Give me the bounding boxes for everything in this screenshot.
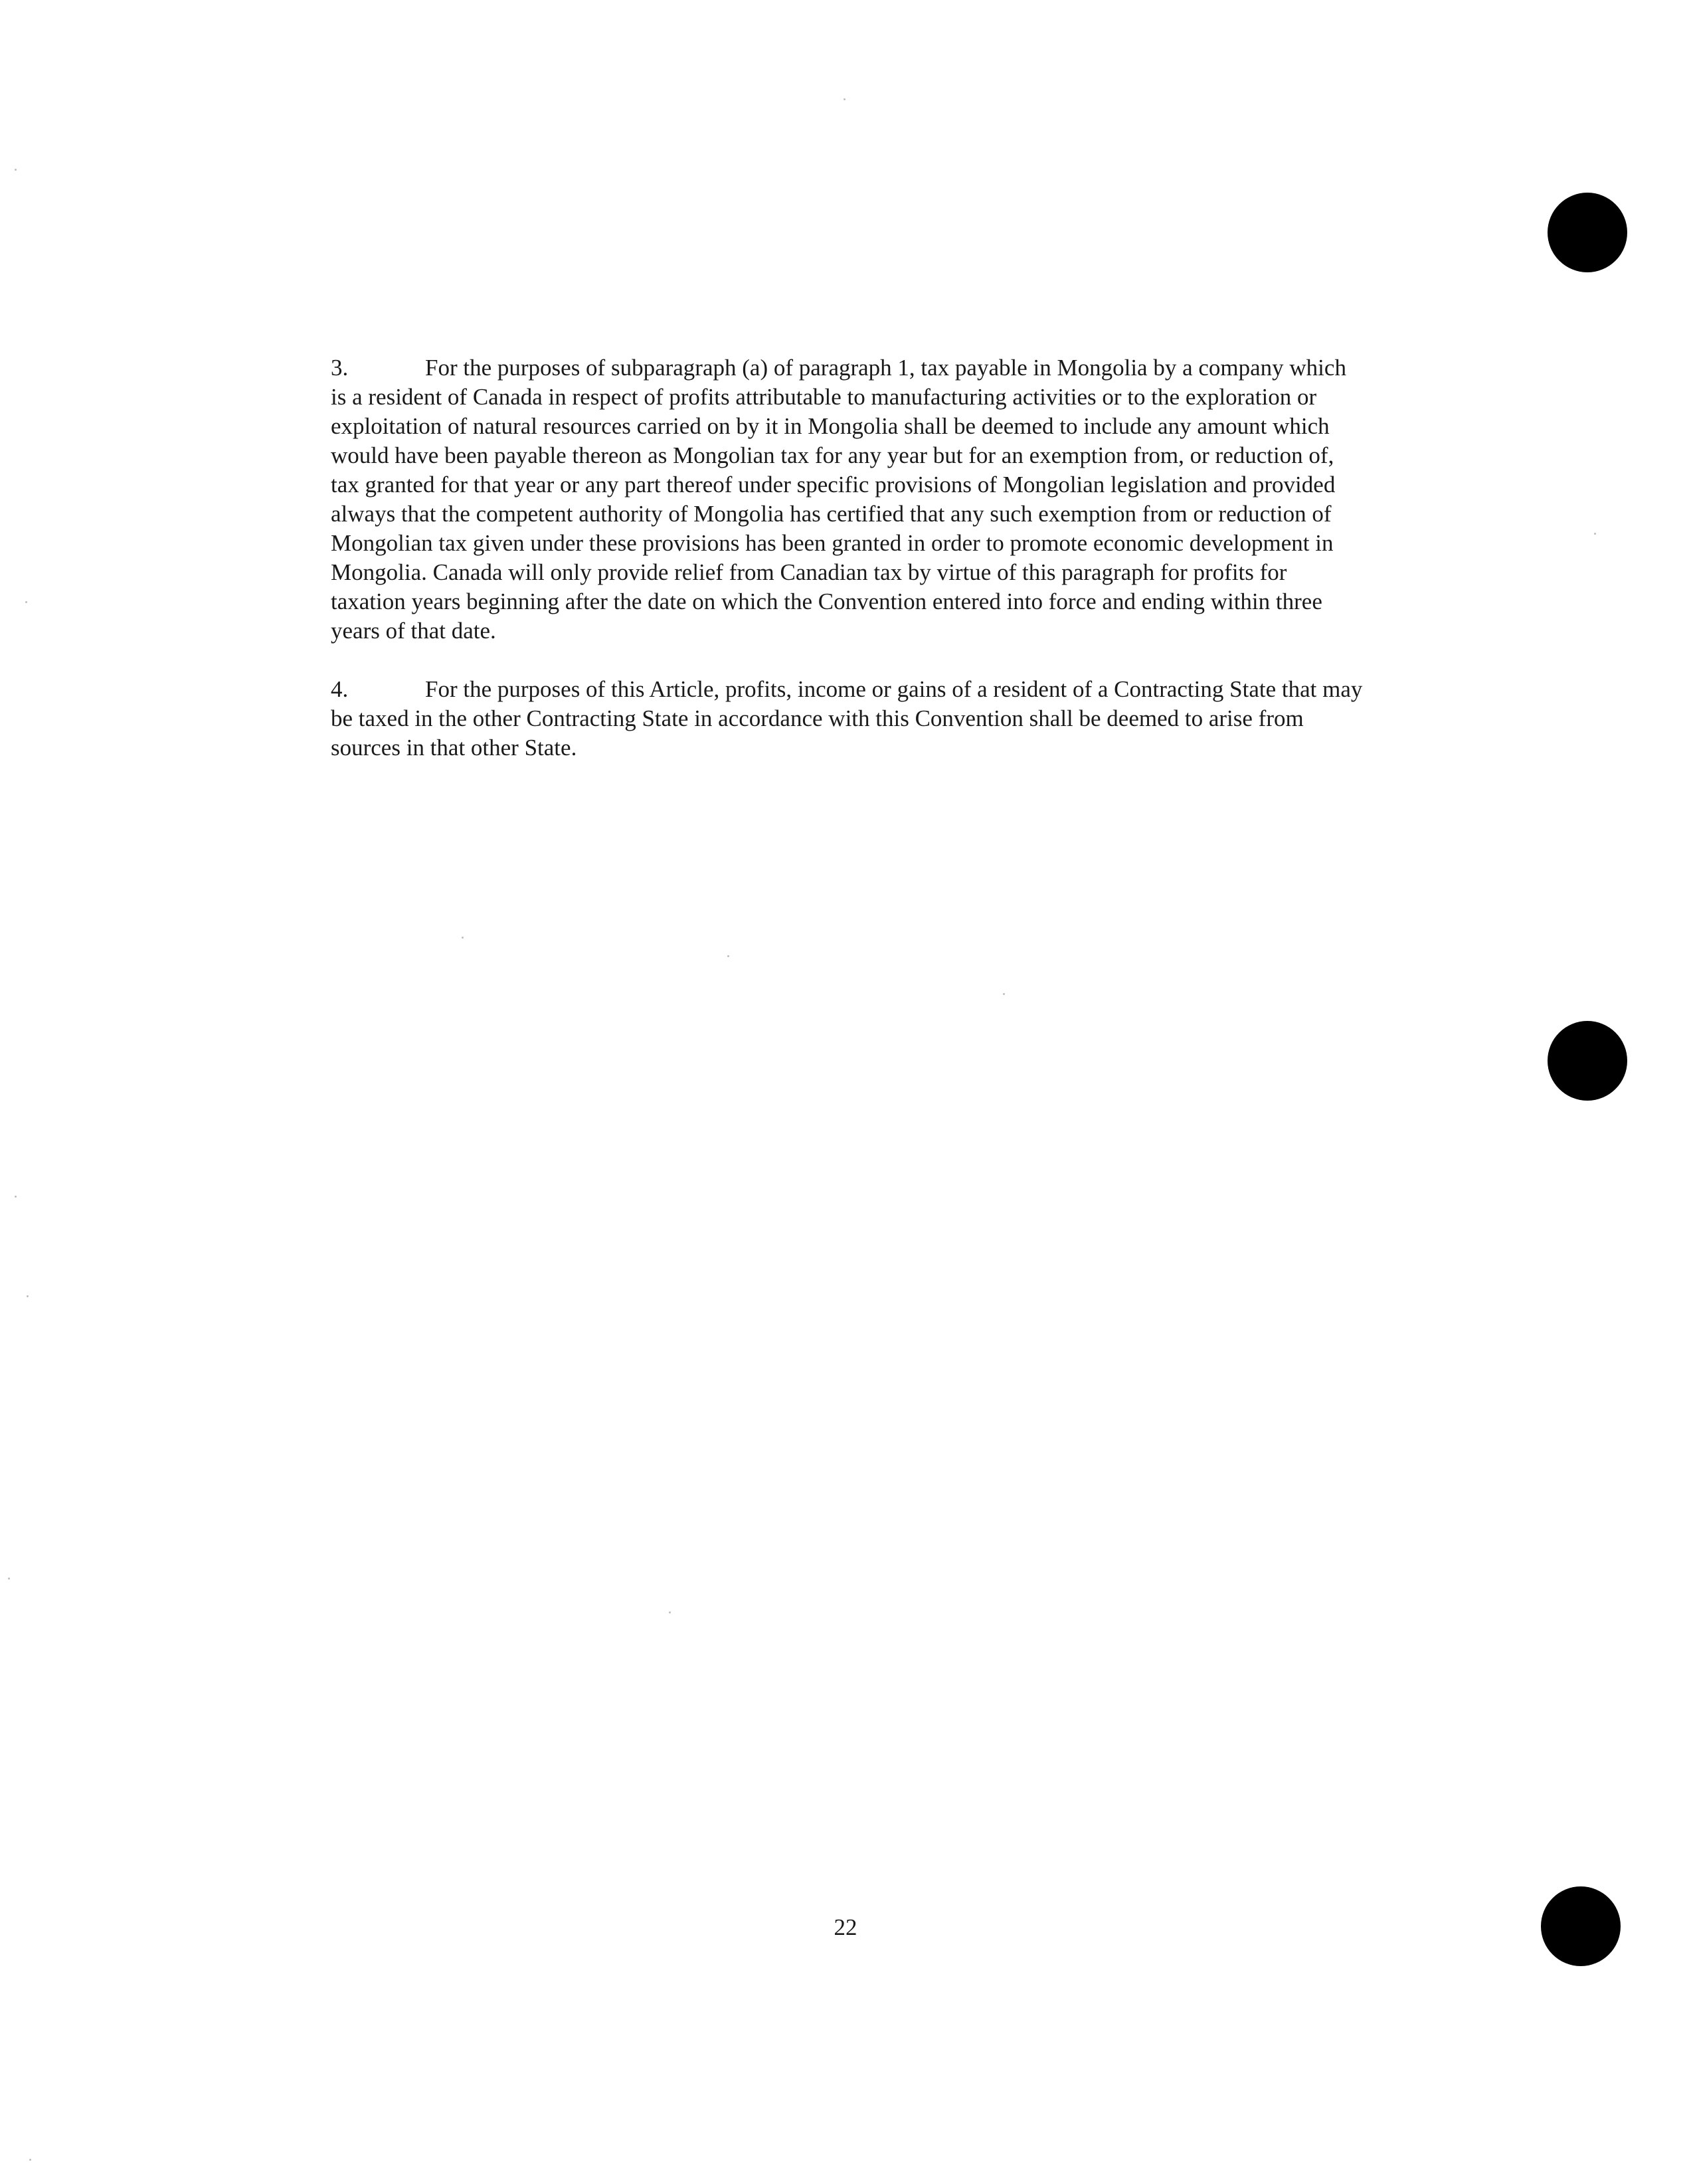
scan-speck bbox=[8, 1578, 10, 1580]
page-number: 22 bbox=[834, 1914, 857, 1940]
paragraph-number: 3. bbox=[331, 355, 349, 381]
paragraph-3 bbox=[331, 353, 1367, 646]
scan-speck bbox=[29, 2159, 31, 2161]
scan-speck bbox=[25, 601, 27, 603]
scan-speck bbox=[462, 937, 464, 939]
punch-hole-top bbox=[1548, 193, 1627, 272]
paragraph-4 bbox=[331, 675, 1367, 763]
punch-hole-middle bbox=[1548, 1021, 1627, 1101]
punch-hole-bottom bbox=[1541, 1886, 1621, 1966]
paragraph-number: 4. bbox=[331, 676, 349, 702]
paragraph-text: For the purposes of this Article, profits, income or gains of a resident of a Contracting State that may be taxed in the other Contracting State in accordance with this Convention shall be deemed to arise from sources in that other State. bbox=[331, 676, 1363, 761]
scan-speck bbox=[1594, 533, 1596, 535]
paragraph-text: For the purposes of subparagraph (a) of paragraph 1, tax payable in Mongolia by a company which is a resident of Canada in respect of profits attributable to manufacturing activities or to the exploration or exploitation of natural resources carried on by it in Mongolia shall be deemed to include any amount which would have been payable thereon as Mongolian tax for any year but for an exemption from, or reduction of, tax granted for that year or any part thereof under specific provisions of Mongolian legislation and provided always that the competent authority of Mongolia has certified that any such exemption from or reduction of Mongolian tax given under these provisions has been granted in order to promote economic development in Mongolia. Canada will only provide relief from Canadian tax by virtue of this paragraph for profits for taxation years beginning after the date on which the Convention entered into force and ending within three years of that date. bbox=[331, 355, 1346, 644]
scan-speck bbox=[1003, 993, 1005, 995]
scan-speck bbox=[15, 169, 17, 171]
scan-speck bbox=[669, 1611, 671, 1613]
scan-speck bbox=[727, 955, 729, 957]
scan-speck bbox=[844, 98, 846, 100]
scan-speck bbox=[15, 1196, 17, 1198]
scan-speck bbox=[27, 1295, 29, 1297]
body-text bbox=[331, 353, 1367, 792]
